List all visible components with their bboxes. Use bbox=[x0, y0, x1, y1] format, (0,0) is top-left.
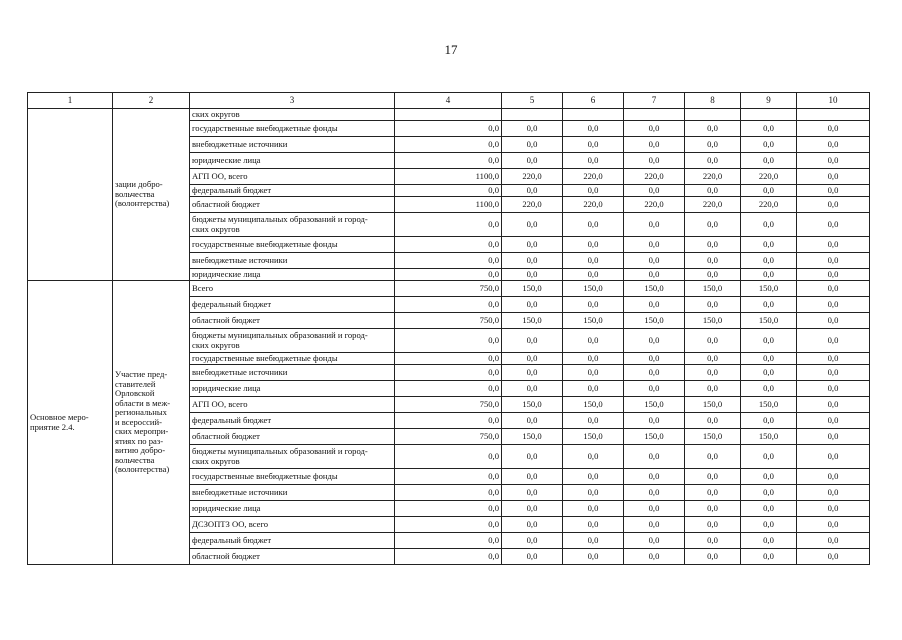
year-value-cell: 0,0 bbox=[502, 445, 563, 469]
year-value-cell: 0,0 bbox=[624, 297, 685, 313]
funding-source-cell: государственные внебюджетные фонды bbox=[190, 353, 395, 365]
funding-source-cell: федеральный бюджет bbox=[190, 533, 395, 549]
year-value-cell: 0,0 bbox=[685, 253, 741, 269]
col-header-5: 5 bbox=[502, 93, 563, 109]
funding-source-cell: государственные внебюджетные фонды bbox=[190, 237, 395, 253]
year-value-cell: 0,0 bbox=[685, 485, 741, 501]
year-value-cell: 0,0 bbox=[741, 469, 797, 485]
total-value-cell: 0,0 bbox=[395, 469, 502, 485]
year-value-cell: 0,0 bbox=[563, 469, 624, 485]
year-value-cell: 0,0 bbox=[563, 253, 624, 269]
year-value-cell: 0,0 bbox=[797, 313, 870, 329]
total-value-cell: 1100,0 bbox=[395, 197, 502, 213]
year-value-cell: 0,0 bbox=[624, 185, 685, 197]
year-value-cell bbox=[502, 109, 563, 121]
year-value-cell: 0,0 bbox=[797, 413, 870, 429]
funding-source-cell: АГП ОО, всего bbox=[190, 397, 395, 413]
col-header-3: 3 bbox=[190, 93, 395, 109]
year-value-cell: 0,0 bbox=[685, 549, 741, 565]
year-value-cell: 0,0 bbox=[563, 445, 624, 469]
total-value-cell: 0,0 bbox=[395, 213, 502, 237]
year-value-cell: 0,0 bbox=[685, 137, 741, 153]
total-value-cell: 0,0 bbox=[395, 365, 502, 381]
year-value-cell: 0,0 bbox=[685, 185, 741, 197]
year-value-cell: 0,0 bbox=[797, 297, 870, 313]
year-value-cell: 0,0 bbox=[502, 549, 563, 565]
year-value-cell: 0,0 bbox=[741, 253, 797, 269]
year-value-cell: 0,0 bbox=[685, 445, 741, 469]
total-value-cell: 0,0 bbox=[395, 445, 502, 469]
funding-source-cell: ских округов bbox=[190, 109, 395, 121]
year-value-cell: 0,0 bbox=[741, 269, 797, 281]
col-header-10: 10 bbox=[797, 93, 870, 109]
year-value-cell: 0,0 bbox=[563, 329, 624, 353]
year-value-cell: 0,0 bbox=[797, 137, 870, 153]
funding-source-cell: юридические лица bbox=[190, 153, 395, 169]
funding-source-cell: внебюджетные источники bbox=[190, 485, 395, 501]
year-value-cell: 0,0 bbox=[502, 269, 563, 281]
year-value-cell: 0,0 bbox=[624, 517, 685, 533]
year-value-cell: 0,0 bbox=[685, 269, 741, 281]
year-value-cell: 0,0 bbox=[797, 197, 870, 213]
total-value-cell: 0,0 bbox=[395, 185, 502, 197]
year-value-cell: 0,0 bbox=[502, 297, 563, 313]
year-value-cell: 0,0 bbox=[685, 297, 741, 313]
funding-source-cell: федеральный бюджет bbox=[190, 185, 395, 197]
funding-source-cell: АГП ОО, всего bbox=[190, 169, 395, 185]
year-value-cell: 0,0 bbox=[741, 213, 797, 237]
year-value-cell: 150,0 bbox=[502, 429, 563, 445]
year-value-cell: 0,0 bbox=[797, 353, 870, 365]
year-value-cell: 0,0 bbox=[502, 237, 563, 253]
year-value-cell: 0,0 bbox=[563, 381, 624, 397]
year-value-cell: 0,0 bbox=[502, 213, 563, 237]
funding-source-cell: внебюджетные источники bbox=[190, 253, 395, 269]
year-value-cell: 150,0 bbox=[741, 313, 797, 329]
year-value-cell: 0,0 bbox=[563, 517, 624, 533]
year-value-cell: 0,0 bbox=[797, 281, 870, 297]
table-body bbox=[28, 109, 870, 565]
year-value-cell: 0,0 bbox=[624, 381, 685, 397]
year-value-cell: 0,0 bbox=[797, 253, 870, 269]
total-value-cell: 0,0 bbox=[395, 501, 502, 517]
year-value-cell: 0,0 bbox=[563, 185, 624, 197]
total-value-cell: 0,0 bbox=[395, 533, 502, 549]
year-value-cell: 0,0 bbox=[563, 121, 624, 137]
year-value-cell: 150,0 bbox=[563, 429, 624, 445]
funding-source-cell: внебюджетные источники bbox=[190, 137, 395, 153]
year-value-cell: 0,0 bbox=[502, 153, 563, 169]
year-value-cell: 0,0 bbox=[563, 501, 624, 517]
year-value-cell: 0,0 bbox=[624, 121, 685, 137]
year-value-cell: 0,0 bbox=[685, 413, 741, 429]
year-value-cell: 150,0 bbox=[741, 397, 797, 413]
year-value-cell: 150,0 bbox=[502, 281, 563, 297]
year-value-cell: 0,0 bbox=[502, 381, 563, 397]
year-value-cell: 0,0 bbox=[502, 517, 563, 533]
total-value-cell: 0,0 bbox=[395, 137, 502, 153]
funding-source-cell: областной бюджет bbox=[190, 197, 395, 213]
year-value-cell: 0,0 bbox=[685, 329, 741, 353]
year-value-cell: 220,0 bbox=[624, 197, 685, 213]
year-value-cell: 0,0 bbox=[741, 549, 797, 565]
year-value-cell: 0,0 bbox=[624, 485, 685, 501]
year-value-cell: 0,0 bbox=[502, 253, 563, 269]
year-value-cell: 0,0 bbox=[563, 353, 624, 365]
year-value-cell: 0,0 bbox=[624, 329, 685, 353]
year-value-cell: 0,0 bbox=[685, 237, 741, 253]
year-value-cell: 0,0 bbox=[624, 549, 685, 565]
total-value-cell: 0,0 bbox=[395, 121, 502, 137]
year-value-cell: 0,0 bbox=[563, 485, 624, 501]
year-value-cell: 150,0 bbox=[741, 429, 797, 445]
funding-source-cell: юридические лица bbox=[190, 269, 395, 281]
total-value-cell: 0,0 bbox=[395, 253, 502, 269]
year-value-cell: 0,0 bbox=[741, 381, 797, 397]
funding-source-cell: федеральный бюджет bbox=[190, 413, 395, 429]
year-value-cell: 0,0 bbox=[502, 121, 563, 137]
year-value-cell: 0,0 bbox=[624, 533, 685, 549]
year-value-cell bbox=[624, 109, 685, 121]
funding-source-cell: областной бюджет bbox=[190, 549, 395, 565]
year-value-cell: 0,0 bbox=[502, 501, 563, 517]
year-value-cell: 0,0 bbox=[563, 413, 624, 429]
funding-source-cell: федеральный бюджет bbox=[190, 297, 395, 313]
funding-source-cell: государственные внебюджетные фонды bbox=[190, 121, 395, 137]
year-value-cell: 150,0 bbox=[563, 313, 624, 329]
total-value-cell: 750,0 bbox=[395, 313, 502, 329]
year-value-cell: 0,0 bbox=[741, 185, 797, 197]
col-header-6: 6 bbox=[563, 93, 624, 109]
year-value-cell: 0,0 bbox=[741, 297, 797, 313]
year-value-cell: 0,0 bbox=[624, 213, 685, 237]
total-value-cell: 0,0 bbox=[395, 517, 502, 533]
total-value-cell: 0,0 bbox=[395, 297, 502, 313]
funding-source-cell: государственные внебюджетные фонды bbox=[190, 469, 395, 485]
col-header-9: 9 bbox=[741, 93, 797, 109]
year-value-cell: 0,0 bbox=[624, 445, 685, 469]
col-header-7: 7 bbox=[624, 93, 685, 109]
year-value-cell: 0,0 bbox=[797, 469, 870, 485]
year-value-cell: 0,0 bbox=[685, 353, 741, 365]
year-value-cell: 0,0 bbox=[502, 469, 563, 485]
budget-table bbox=[27, 92, 870, 565]
year-value-cell: 0,0 bbox=[797, 185, 870, 197]
year-value-cell: 220,0 bbox=[502, 197, 563, 213]
year-value-cell: 150,0 bbox=[624, 397, 685, 413]
funding-source-cell: бюджеты муниципальных образований и город- ских округов bbox=[190, 445, 395, 469]
year-value-cell: 0,0 bbox=[502, 329, 563, 353]
table-row bbox=[28, 281, 870, 297]
year-value-cell: 0,0 bbox=[741, 413, 797, 429]
year-value-cell bbox=[685, 109, 741, 121]
year-value-cell: 0,0 bbox=[563, 549, 624, 565]
total-value-cell: 0,0 bbox=[395, 153, 502, 169]
year-value-cell: 0,0 bbox=[797, 381, 870, 397]
year-value-cell: 0,0 bbox=[624, 501, 685, 517]
year-value-cell: 0,0 bbox=[797, 329, 870, 353]
year-value-cell: 0,0 bbox=[797, 549, 870, 565]
funding-source-cell: Всего bbox=[190, 281, 395, 297]
measure-cell: Участие пред- ставителей Орловской области в меж- региональных и всероссий- ских меропри- ятиях по раз- витию добро- вольчества (волонтерства) bbox=[113, 281, 190, 565]
year-value-cell: 220,0 bbox=[624, 169, 685, 185]
year-value-cell: 0,0 bbox=[563, 213, 624, 237]
year-value-cell: 0,0 bbox=[797, 517, 870, 533]
table-row bbox=[28, 109, 870, 121]
year-value-cell: 0,0 bbox=[685, 381, 741, 397]
year-value-cell: 0,0 bbox=[624, 137, 685, 153]
year-value-cell: 0,0 bbox=[797, 501, 870, 517]
year-value-cell: 0,0 bbox=[797, 533, 870, 549]
year-value-cell: 0,0 bbox=[624, 365, 685, 381]
col-header-4: 4 bbox=[395, 93, 502, 109]
year-value-cell: 150,0 bbox=[624, 429, 685, 445]
total-value-cell bbox=[395, 109, 502, 121]
year-value-cell: 0,0 bbox=[624, 237, 685, 253]
col-header-8: 8 bbox=[685, 93, 741, 109]
year-value-cell: 0,0 bbox=[624, 269, 685, 281]
year-value-cell: 0,0 bbox=[741, 153, 797, 169]
year-value-cell: 0,0 bbox=[741, 137, 797, 153]
year-value-cell: 0,0 bbox=[741, 517, 797, 533]
year-value-cell: 0,0 bbox=[741, 329, 797, 353]
total-value-cell: 0,0 bbox=[395, 485, 502, 501]
year-value-cell: 0,0 bbox=[741, 237, 797, 253]
year-value-cell: 0,0 bbox=[502, 365, 563, 381]
funding-source-cell: бюджеты муниципальных образований и город- ских округов bbox=[190, 329, 395, 353]
year-value-cell: 220,0 bbox=[563, 169, 624, 185]
year-value-cell: 0,0 bbox=[685, 501, 741, 517]
page-number: 17 bbox=[444, 42, 458, 57]
activity-cell bbox=[28, 109, 113, 281]
year-value-cell: 0,0 bbox=[797, 153, 870, 169]
year-value-cell: 0,0 bbox=[624, 253, 685, 269]
year-value-cell: 0,0 bbox=[502, 137, 563, 153]
funding-source-cell: ДСЗОПТЗ ОО, всего bbox=[190, 517, 395, 533]
year-value-cell: 0,0 bbox=[797, 429, 870, 445]
year-value-cell: 0,0 bbox=[563, 137, 624, 153]
year-value-cell: 0,0 bbox=[563, 269, 624, 281]
year-value-cell: 220,0 bbox=[685, 169, 741, 185]
total-value-cell: 0,0 bbox=[395, 269, 502, 281]
year-value-cell: 0,0 bbox=[685, 121, 741, 137]
year-value-cell: 0,0 bbox=[797, 445, 870, 469]
total-value-cell: 0,0 bbox=[395, 413, 502, 429]
year-value-cell: 220,0 bbox=[741, 197, 797, 213]
year-value-cell: 0,0 bbox=[797, 169, 870, 185]
year-value-cell: 0,0 bbox=[797, 269, 870, 281]
funding-source-cell: бюджеты муниципальных образований и город- ских округов bbox=[190, 213, 395, 237]
header-row bbox=[28, 93, 870, 109]
year-value-cell: 150,0 bbox=[563, 397, 624, 413]
year-value-cell: 150,0 bbox=[741, 281, 797, 297]
year-value-cell: 150,0 bbox=[563, 281, 624, 297]
year-value-cell: 0,0 bbox=[797, 397, 870, 413]
total-value-cell: 750,0 bbox=[395, 281, 502, 297]
year-value-cell bbox=[741, 109, 797, 121]
year-value-cell bbox=[797, 109, 870, 121]
year-value-cell: 150,0 bbox=[502, 313, 563, 329]
funding-source-cell: областной бюджет bbox=[190, 429, 395, 445]
year-value-cell: 0,0 bbox=[502, 185, 563, 197]
year-value-cell: 0,0 bbox=[685, 517, 741, 533]
year-value-cell: 0,0 bbox=[563, 153, 624, 169]
year-value-cell: 220,0 bbox=[563, 197, 624, 213]
year-value-cell: 0,0 bbox=[741, 445, 797, 469]
year-value-cell: 0,0 bbox=[741, 353, 797, 365]
activity-cell: Основное меро- приятие 2.4. bbox=[28, 281, 113, 565]
year-value-cell: 150,0 bbox=[685, 313, 741, 329]
year-value-cell: 220,0 bbox=[685, 197, 741, 213]
year-value-cell: 0,0 bbox=[563, 365, 624, 381]
funding-source-cell: внебюджетные источники bbox=[190, 365, 395, 381]
year-value-cell: 0,0 bbox=[624, 469, 685, 485]
year-value-cell: 0,0 bbox=[741, 121, 797, 137]
measure-cell: зации добро- вольчества (волонтерства) bbox=[113, 109, 190, 281]
year-value-cell: 0,0 bbox=[741, 533, 797, 549]
year-value-cell: 0,0 bbox=[502, 533, 563, 549]
year-value-cell: 0,0 bbox=[741, 365, 797, 381]
year-value-cell: 0,0 bbox=[502, 485, 563, 501]
year-value-cell: 0,0 bbox=[797, 485, 870, 501]
year-value-cell: 0,0 bbox=[502, 413, 563, 429]
year-value-cell: 0,0 bbox=[685, 153, 741, 169]
year-value-cell: 0,0 bbox=[624, 353, 685, 365]
col-header-1: 1 bbox=[28, 93, 113, 109]
year-value-cell: 0,0 bbox=[685, 365, 741, 381]
year-value-cell: 0,0 bbox=[797, 237, 870, 253]
year-value-cell: 150,0 bbox=[685, 397, 741, 413]
year-value-cell: 0,0 bbox=[563, 297, 624, 313]
year-value-cell: 0,0 bbox=[797, 365, 870, 381]
year-value-cell: 0,0 bbox=[563, 237, 624, 253]
year-value-cell: 150,0 bbox=[502, 397, 563, 413]
year-value-cell bbox=[563, 109, 624, 121]
year-value-cell: 0,0 bbox=[685, 469, 741, 485]
total-value-cell: 750,0 bbox=[395, 397, 502, 413]
funding-source-cell: областной бюджет bbox=[190, 313, 395, 329]
total-value-cell: 0,0 bbox=[395, 329, 502, 353]
funding-source-cell: юридические лица bbox=[190, 381, 395, 397]
total-value-cell: 0,0 bbox=[395, 549, 502, 565]
year-value-cell: 0,0 bbox=[685, 533, 741, 549]
year-value-cell: 0,0 bbox=[797, 121, 870, 137]
total-value-cell: 0,0 bbox=[395, 237, 502, 253]
total-value-cell: 1100,0 bbox=[395, 169, 502, 185]
year-value-cell: 0,0 bbox=[797, 213, 870, 237]
funding-source-cell: юридические лица bbox=[190, 501, 395, 517]
year-value-cell: 0,0 bbox=[741, 501, 797, 517]
col-header-2: 2 bbox=[113, 93, 190, 109]
year-value-cell: 150,0 bbox=[624, 313, 685, 329]
year-value-cell: 0,0 bbox=[502, 353, 563, 365]
year-value-cell: 0,0 bbox=[624, 153, 685, 169]
year-value-cell: 150,0 bbox=[624, 281, 685, 297]
total-value-cell: 0,0 bbox=[395, 353, 502, 365]
total-value-cell: 0,0 bbox=[395, 381, 502, 397]
year-value-cell: 0,0 bbox=[741, 485, 797, 501]
year-value-cell: 220,0 bbox=[741, 169, 797, 185]
total-value-cell: 750,0 bbox=[395, 429, 502, 445]
year-value-cell: 0,0 bbox=[685, 213, 741, 237]
year-value-cell: 150,0 bbox=[685, 281, 741, 297]
year-value-cell: 150,0 bbox=[685, 429, 741, 445]
year-value-cell: 220,0 bbox=[502, 169, 563, 185]
year-value-cell: 0,0 bbox=[563, 533, 624, 549]
year-value-cell: 0,0 bbox=[624, 413, 685, 429]
